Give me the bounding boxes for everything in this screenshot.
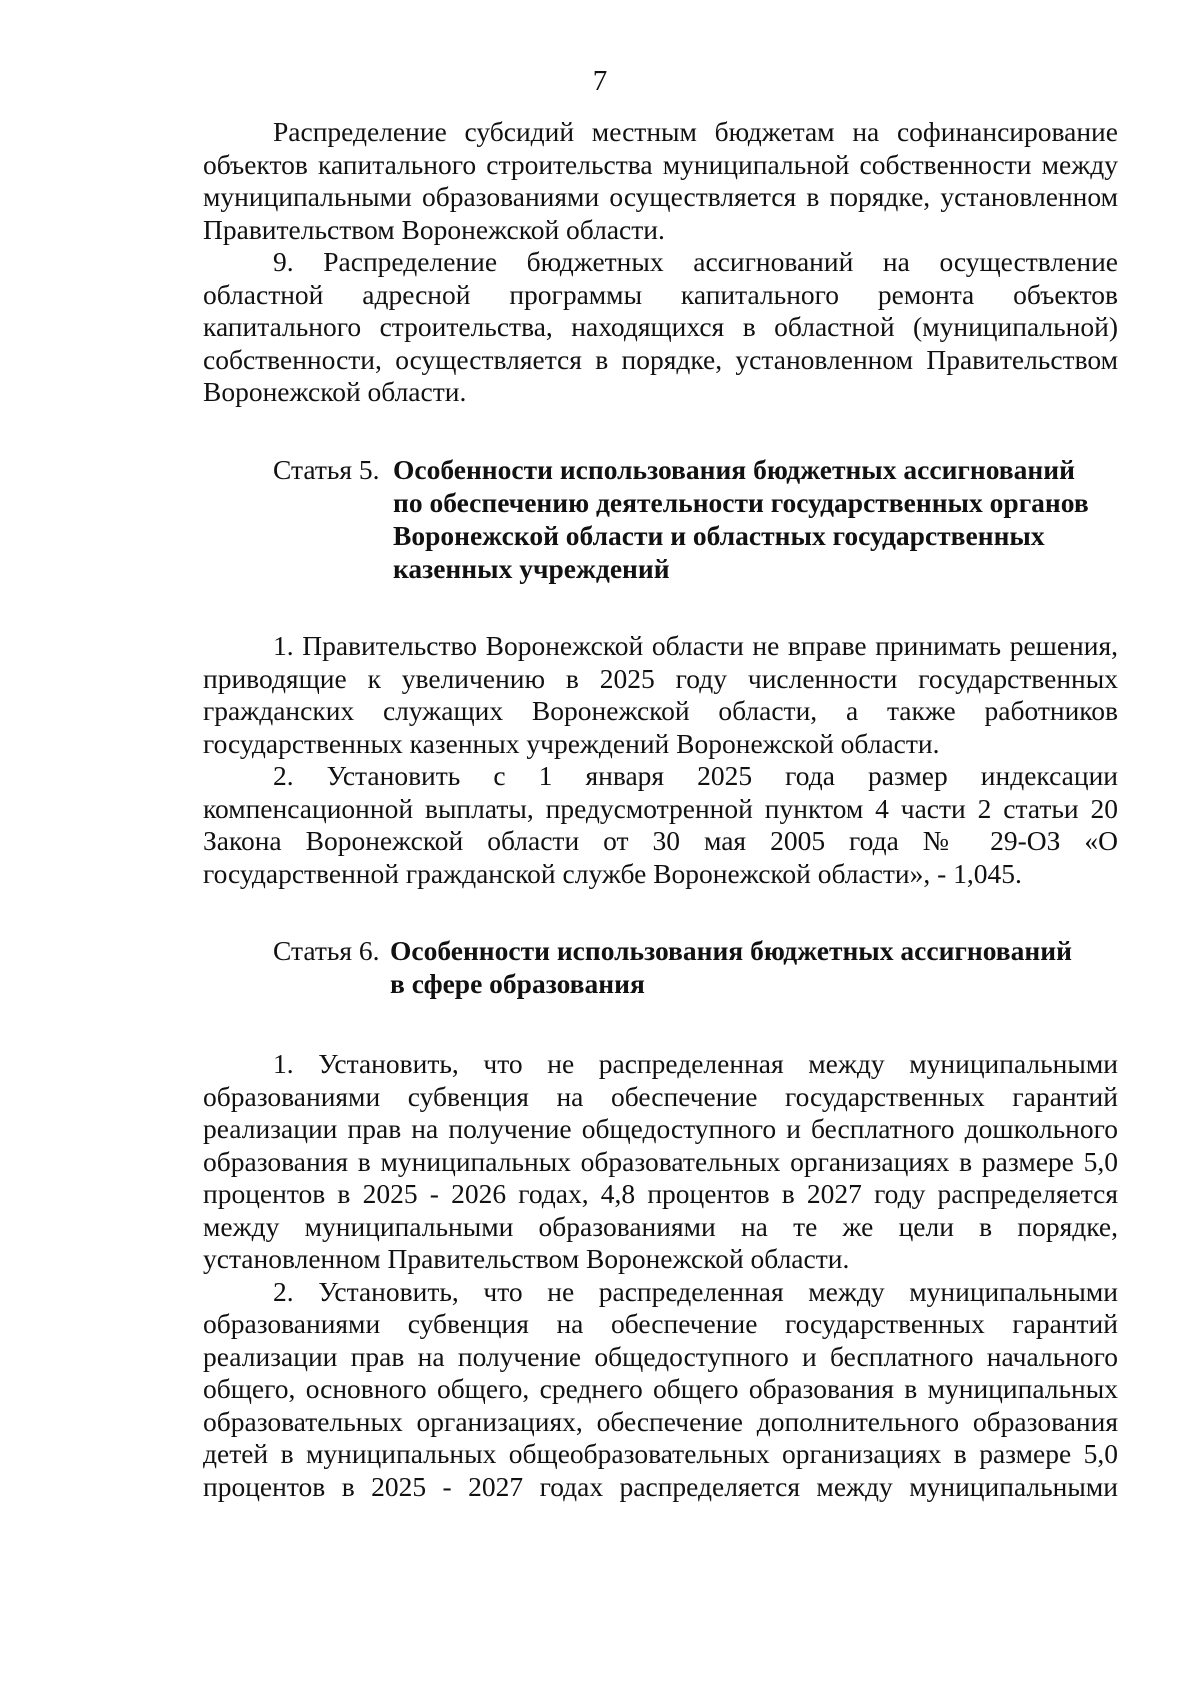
article-5-title: Особенности использования бюджетных ассигнований по обеспечению деятельности государственных органов Воронежской области и областных государственных казенных учреждений	[393, 454, 1089, 584]
intro-paragraph: Распределение субсидий местным бюджетам на софинансирование объектов капитального строительства муниципальной собственности между муниципальными образованиями осуществляется в порядке, установленном Правительством Воронежской области.	[203, 116, 1118, 245]
article-6-label: Статья 6.	[273, 935, 380, 966]
article-5-item-2: 2. Установить с 1 января 2025 года размер индексации компенсационной выплаты, предусмотренной пунктом 4 части 2 статьи 20 Закона Воронежской области от 30 мая 2005 года № 29-ОЗ «О государственной гражданской службе Воронежской области», - 1,045.	[203, 760, 1118, 889]
article-5-label: Статья 5.	[273, 454, 380, 485]
intro-section	[203, 116, 1118, 246]
article-6-item-2: 2. Установить, что не распределенная между муниципальными образованиями субвенция на обеспечение государственных гарантий реализации прав на получение общедоступного и бесплатного начального общего, основного общего, среднего общего образования в муниципальных образовательных организациях, обеспечение дополнительного образования детей в муниципальных общеобразовательных организациях в размере 5,0 процентов в 2025 - 2027 годах распределяется между муниципальными	[203, 1275, 1118, 1502]
article-6-title: Особенности использования бюджетных ассигнований в сфере образования	[390, 935, 1072, 999]
article-5-body	[203, 630, 1118, 890]
article-5-item-1: 1. Правительство Воронежской области не вправе принимать решения, приводящие к увеличению в 2025 году численности государственных гражданских служащих Воронежской области, а также работников государственных казенных учреждений Воронежской области.	[203, 630, 1118, 759]
item-9-section	[203, 246, 1118, 409]
article-6-item-1: 1. Установить, что не распределенная между муниципальными образованиями субвенция на обеспечение государственных гарантий реализации прав на получение общедоступного и бесплатного дошкольного образования в муниципальных образовательных организациях в размере 5,0 процентов в 2025 - 2026 годах, 4,8 процентов в 2027 году распределяется между муниципальными образованиями на те же цели в порядке, установленном Правительством Воронежской области.	[203, 1048, 1118, 1274]
page-number: 7	[592, 65, 608, 97]
item-9-paragraph: 9. Распределение бюджетных ассигнований на осуществление областной адресной программы капитального ремонта объектов капитального строительства, находящихся в областной (муниципальной) собственности, осуществляется в порядке, установленном Правительством Воронежской области.	[203, 246, 1118, 407]
article-6-body	[203, 1048, 1118, 1503]
